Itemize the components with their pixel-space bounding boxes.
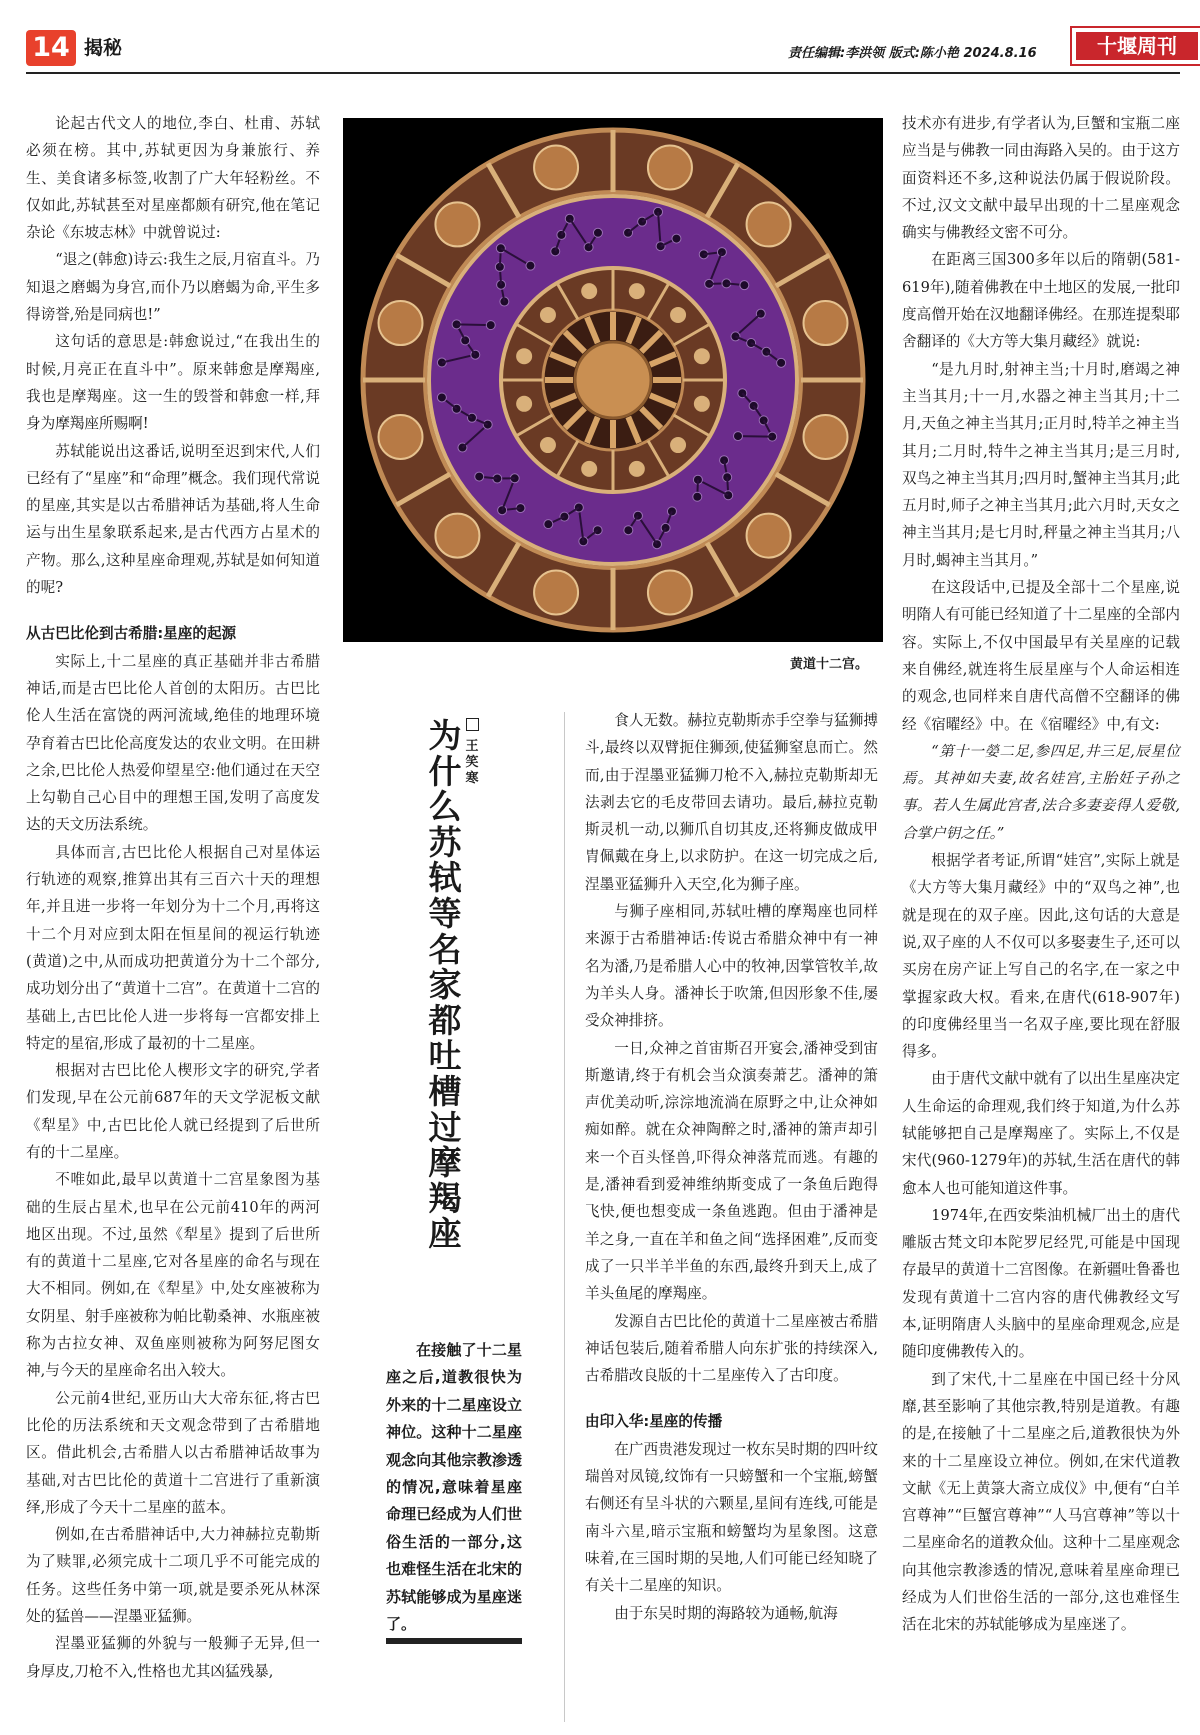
masthead-text: 十堰周刊 (1076, 32, 1198, 60)
paragraph: 到了宋代,十二星座在中国已经十分风靡,甚至影响了其他宗教,特别是道教。有趣的是,在接触了十二星座之后,道教很快为外来的十二星座设立神位。例如,在宋代道教文献《无上黄箓大斋立成仪》中,便有“白羊宫尊神”“巨蟹宫尊神”“人马宫尊神”等以十二星座命名的道教众仙。这种十二星座观念向其他宗教渗透的情况,意味着星座命理已经成为人们世俗生活的一部分,这也难怪生活在北宋的苏轼能够成为星座迷了。 (902, 1370, 1180, 1634)
zodiac-figure-icon (378, 415, 422, 459)
zodiac-figure-icon (804, 415, 848, 459)
constellation-star (475, 472, 484, 481)
constellation-star (667, 507, 676, 516)
column-2-body-b (585, 1436, 878, 1627)
pull-quote (386, 1337, 522, 1638)
paragraph: “退之(韩愈)诗云:我生之辰,月宿直斗。乃知退之磨蝎为身宫,而仆乃以磨蝎为命,平生多得谤誉,殆是同病也!” (26, 251, 320, 324)
page-number-badge: 14 (26, 30, 76, 66)
zodiac-symbol-icon (516, 348, 532, 364)
zodiac-wheel-image (343, 118, 883, 642)
constellation-star (437, 393, 446, 402)
zodiac-wheel-illustration (343, 118, 883, 642)
paragraph: 食人无数。赫拉克勒斯赤手空拳与猛狮搏斗,最终以双臂扼住狮颈,使猛狮窒息而亡。然而,由于涅墨亚猛狮刀枪不入,赫拉克勒斯却无法剥去它的毛皮带回去请功。最后,赫拉克勒斯灵机一动,以狮爪自切其皮,还将狮皮做成甲胄佩戴在身上,以求防护。在这一切完成之后,涅墨亚猛狮升入天空,化为狮子座。 (585, 712, 878, 893)
constellation-star (656, 242, 665, 251)
column-3 (902, 110, 1180, 1639)
constellation-star (693, 492, 702, 501)
sun-face (575, 342, 651, 418)
constellation-star (593, 228, 602, 237)
constellation-star (672, 234, 681, 243)
zodiac-symbol-icon (629, 283, 645, 299)
paragraph: 公元前4世纪,亚历山大大帝东征,将古巴比伦的历法系统和天文观念带到了古希腊地区。借此机会,古希腊人以古希腊神话故事为基础,对古巴比伦的黄道十二宫进行了重新演绎,形成了今天十二星座的蓝本。 (26, 1389, 320, 1516)
zodiac-symbol-icon (629, 461, 645, 477)
constellation-star (717, 248, 726, 257)
column-2-body (585, 707, 878, 1389)
paragraph: 由于唐代文献中就有了以出生星座决定人生命运的命理观,我们终于知道,为什么苏轼能够把自己是摩羯座了。实际上,不仅是宋代(960-1279年)的苏轼,生活在唐代的韩愈本人也可能知道这件事。 (902, 1070, 1180, 1197)
zodiac-symbol-icon (581, 461, 597, 477)
paragraph: 不唯如此,最早以黄道十二宫星象图为基础的生辰占星术,也早在公元前410年的两河地区出现。不过,虽然《犁星》提到了后世所有的黄道十二星座,它对各星座的命名与现在大不相同。例如,在《犁星》中,处女座被称为女阴星、射手座被称为帕比勒桑神、水瓶座被称为古拉女神、双鱼座则被称为阿努尼图女神,与今天的星座命名出入较大。 (26, 1171, 320, 1380)
column-divider (564, 712, 565, 1722)
byline-box-icon (466, 718, 479, 731)
constellation-star (777, 358, 786, 367)
subheading-origins: 从古巴比伦到古希腊:星座的起源 (26, 625, 237, 643)
paragraph: 这句话的意思是:韩愈说过,“在我出生的时候,月亮正在直斗中”。原来韩愈是摩羯座,我也是摩羯座。这一生的毁誉和韩愈一样,拜身为摩羯座所赐啊! (26, 333, 320, 433)
zodiac-symbol-icon (670, 307, 686, 323)
zodiac-figure-icon (534, 145, 578, 189)
zodiac-figure-icon (435, 514, 479, 558)
constellation-star (526, 261, 535, 270)
paragraph: 一日,众神之首宙斯召开宴会,潘神受到宙斯邀请,终于有机会当众演奏萧艺。潘神的箫声优美动听,淙淙地流淌在原野之中,让众神如痴如醉。就在众神陶醉之时,潘神的箫声却引来一个百头怪兽,吓得众神落荒而逃。有趣的是,潘神看到爱神维纳斯变成了一条鱼后跑得飞快,便也想变成一条鱼逃跑。但由于潘神是羊之身,一直在羊和鱼之间“选择困难”,反而变成了一只半羊半鱼的东西,最终升到天上,成了羊头鱼尾的摩羯座。 (585, 1039, 878, 1303)
column-3-body (902, 110, 1180, 1639)
constellation-star (731, 332, 740, 341)
masthead-logo (1070, 26, 1200, 66)
zodiac-symbol-icon (581, 283, 597, 299)
zodiac-figure-icon (378, 301, 422, 345)
paragraph: 具体而言,古巴比伦人根据自己对星体运行轨迹的观察,推算出其有三百六十天的理想年,并且进一步将一年划分为十二个月,再将这十二个月对应到太阳在恒星间的视运行轨迹(黄道)之中,从而成功把黄道分为十二个部分,成功划分出了“黄道十二宫”。在黄道十二宫的基础上,古巴比伦人进一步将每一宫都安排上特定的星宿,形成了最初的十二星座。 (26, 843, 320, 1052)
constellation-line (457, 324, 491, 325)
constellation-star (624, 526, 633, 535)
paragraph: 由于东吴时期的海路较为通畅,航海 (614, 1604, 838, 1622)
pull-quote-rule (386, 1638, 522, 1644)
constellation-star (486, 321, 495, 330)
image-caption: 黄道十二宫。 (790, 657, 869, 672)
author-name: 王 笑 寒 (465, 739, 479, 786)
zodiac-figure-icon (747, 514, 791, 558)
paragraph: 在这段话中,已提及全部十二个星座,说明隋人有可能已经知道了十二星座的全部内容。实际上,不仅中国最早有关星座的记载来自佛经,就连将生辰星座与个人命运相连的观念,也同样来自唐代高僧不空翻译的佛经《宿曜经》中。在《宿曜经》中,有文: (902, 579, 1180, 733)
constellation-star (551, 247, 560, 256)
editor-credits: 责任编辑:李洪领 版式:陈小艳 2024.8.16 (788, 46, 1037, 61)
constellation-star (461, 336, 470, 345)
constellation-star (544, 520, 553, 529)
column-1-intro (26, 110, 320, 601)
article-byline (463, 718, 481, 787)
paragraph: 论起古代文人的地位,李白、杜甫、苏轼必须在榜。其中,苏轼更因为身兼旅行、养生、美食诸多标签,收割了广大年轻粉丝。不仅如此,苏轼甚至对星座都颇有研究,他在笔记杂论《东坡志林》中就曾说过: (26, 115, 320, 242)
paragraph: 发源自古巴比伦的黄道十二星座被古希腊神话包装后,随着希腊人向东扩张的持续深入,古希腊改良版的十二星座传入了古印度。 (585, 1312, 878, 1385)
paragraph: 与狮子座相同,苏轼吐槽的摩羯座也同样来源于古希腊神话:传说古希腊众神中有一神名为潘,乃是希腊人心中的牧神,因掌管牧羊,故为羊头人身。潘神长于吹箫,但因形象不佳,屡受众神排挤。 (585, 903, 878, 1030)
article-headline: 为 什 么 苏 轼 等 名 家 都 吐 槽 过 摩 羯 座 (428, 716, 462, 1254)
section-title: 揭秘 (84, 37, 123, 59)
zodiac-figure-icon (435, 202, 479, 246)
paragraph: 苏轼能说出这番话,说明至迟到宋代,人们已经有了“星座”和“命理”概念。我们现代常说的星座,其实是以古希腊神话为基础,将人生命运与出生星象联系起来,是古代西方占星术的产物。那么,这种星座命理观,苏轼是如何知道的呢? (26, 442, 320, 597)
zodiac-figure-icon (648, 571, 692, 615)
zodiac-symbol-icon (694, 348, 710, 364)
paragraph: “是九月时,射神主当;十月时,磨竭之神主当其月;十一月,水器之神主当其月;十二月,天鱼之神主当其月;正月时,特羊之神主当其月;二月时,特牛之神主当其月;是三月时,双鸟之神主当其月;四月时,蟹神主当其月;此五月时,师子之神主当其月;此六月时,天女之神主当其月;是七月时,秤量之神主当其月;八月时,蝎神主当其月。” (902, 360, 1180, 569)
zodiac-symbol-icon (540, 307, 556, 323)
paragraph: 技术亦有进步,有学者认为,巨蟹和宝瓶二座应当是与佛教一同由海路入吴的。由于这方面资料还不多,这种说法仍属于假说阶段。不过,汉文文献中最早出现的十二星座观念确实与佛教经文密不可分。 (902, 115, 1180, 242)
paragraph: 根据对古巴比伦人楔形文字的研究,学者们发现,早在公元前687年的天文学泥板文献《犁星》中,古巴比伦人就已经提到了后世所有的十二星座。 (26, 1062, 320, 1161)
header-divider (26, 72, 1180, 74)
constellation-star (724, 491, 733, 500)
column-2 (585, 707, 878, 1627)
column-1-body (26, 648, 320, 1685)
paragraph: 实际上,十二星座的真正基础并非古希腊神话,而是古巴比伦人首创的太阳历。古巴比伦人生活在富饶的两河流域,绝佳的地理环境孕育着古巴比伦高度发达的农业文明。在田耕之余,巴比伦人热爱仰望星空:他们通过在天空上勾勒自己心目中的理想王国,发明了高度发达的天文历法系统。 (26, 652, 320, 834)
subheading-spread: 由印入华:星座的传播 (585, 1413, 723, 1431)
constellation-line (738, 436, 772, 437)
constellation-star (733, 432, 742, 441)
pull-quote-text: 在接触了十二星座之后,道教很快为外来的十二星座设立神位。这种十二星座观念向其他宗教渗透的情况,意味着星座命理已经成为人们世俗生活的一部分,这也难怪生活在北宋的苏轼能够成为星座迷了。 (386, 1341, 522, 1634)
paragraph: 1974年,在西安柴油机械厂出土的唐代雕版古梵文印本陀罗尼经咒,可能是中国现存最早的黄道十二宫图像。在新疆吐鲁番也发现有黄道十二宫内容的唐代佛教经文写本,证明隋唐人头脑中的星座命理观念,应是随印度佛教传入的。 (902, 1206, 1180, 1361)
constellation-star (740, 281, 749, 290)
zodiac-symbol-icon (670, 437, 686, 453)
zodiac-symbol-icon (540, 437, 556, 453)
paragraph: 例如,在古希腊神话中,大力神赫拉克勒斯为了赎罪,必须完成十二项几乎不可能完成的任务。这些任务中第一项,就是要杀死从林深处的猛兽——涅墨亚猛狮。 (26, 1526, 320, 1626)
paragraph: 根据学者考证,所谓“娃宫”,实际上就是《大方等大集月藏经》中的“双鸟之神”,也就是现在的双子座。因此,这句话的大意是说,双子座的人不仅可以多娶妻生子,还可以买房在房产证上写自己的名字,在一家之中掌握家政大权。看来,在唐代(618-907年)的印度佛经里当一名双子座,要比现在舒服得多。 (902, 852, 1180, 1061)
column-1 (26, 110, 320, 1685)
zodiac-figure-icon (804, 301, 848, 345)
zodiac-symbol-icon (694, 396, 710, 412)
zodiac-figure-icon (747, 202, 791, 246)
zodiac-figure-icon (534, 571, 578, 615)
paragraph: 涅墨亚猛狮的外貌与一般狮子无异,但一身厚皮,刀枪不入,性格也尤其凶猛残暴, (26, 1635, 320, 1680)
paragraph: 在距离三国300多年以后的隋朝(581-619年),随着佛教在中土地区的发展,一批印度高僧开始在汉地翻译佛经。在那连提梨耶舍翻译的《大方等大集月藏经》就说: (902, 251, 1180, 351)
page-header (26, 26, 1180, 72)
paragraph: “第十一嫈二足,参四足,井三足,辰星位焉。其神如夫妻,故名娃宫,主胎妊子孙之事。若人生属此宫者,法合多妻妾得人爱敬,合掌户钥之任。” (902, 742, 1180, 842)
zodiac-symbol-icon (516, 396, 532, 412)
paragraph: 在广西贵港发现过一枚东吴时期的四叶纹瑞兽对凤镜,纹饰有一只螃蟹和一个宝瓶,螃蟹右侧还有呈斗状的六颗星,星间有连线,可能是南斗六星,暗示宝瓶和螃蟹均为星象图。这意味着,在三国时期的吴地,人们可能已经知晓了有关十二星座的知识。 (585, 1440, 878, 1595)
constellation-star (483, 420, 492, 429)
zodiac-figure-icon (648, 145, 692, 189)
